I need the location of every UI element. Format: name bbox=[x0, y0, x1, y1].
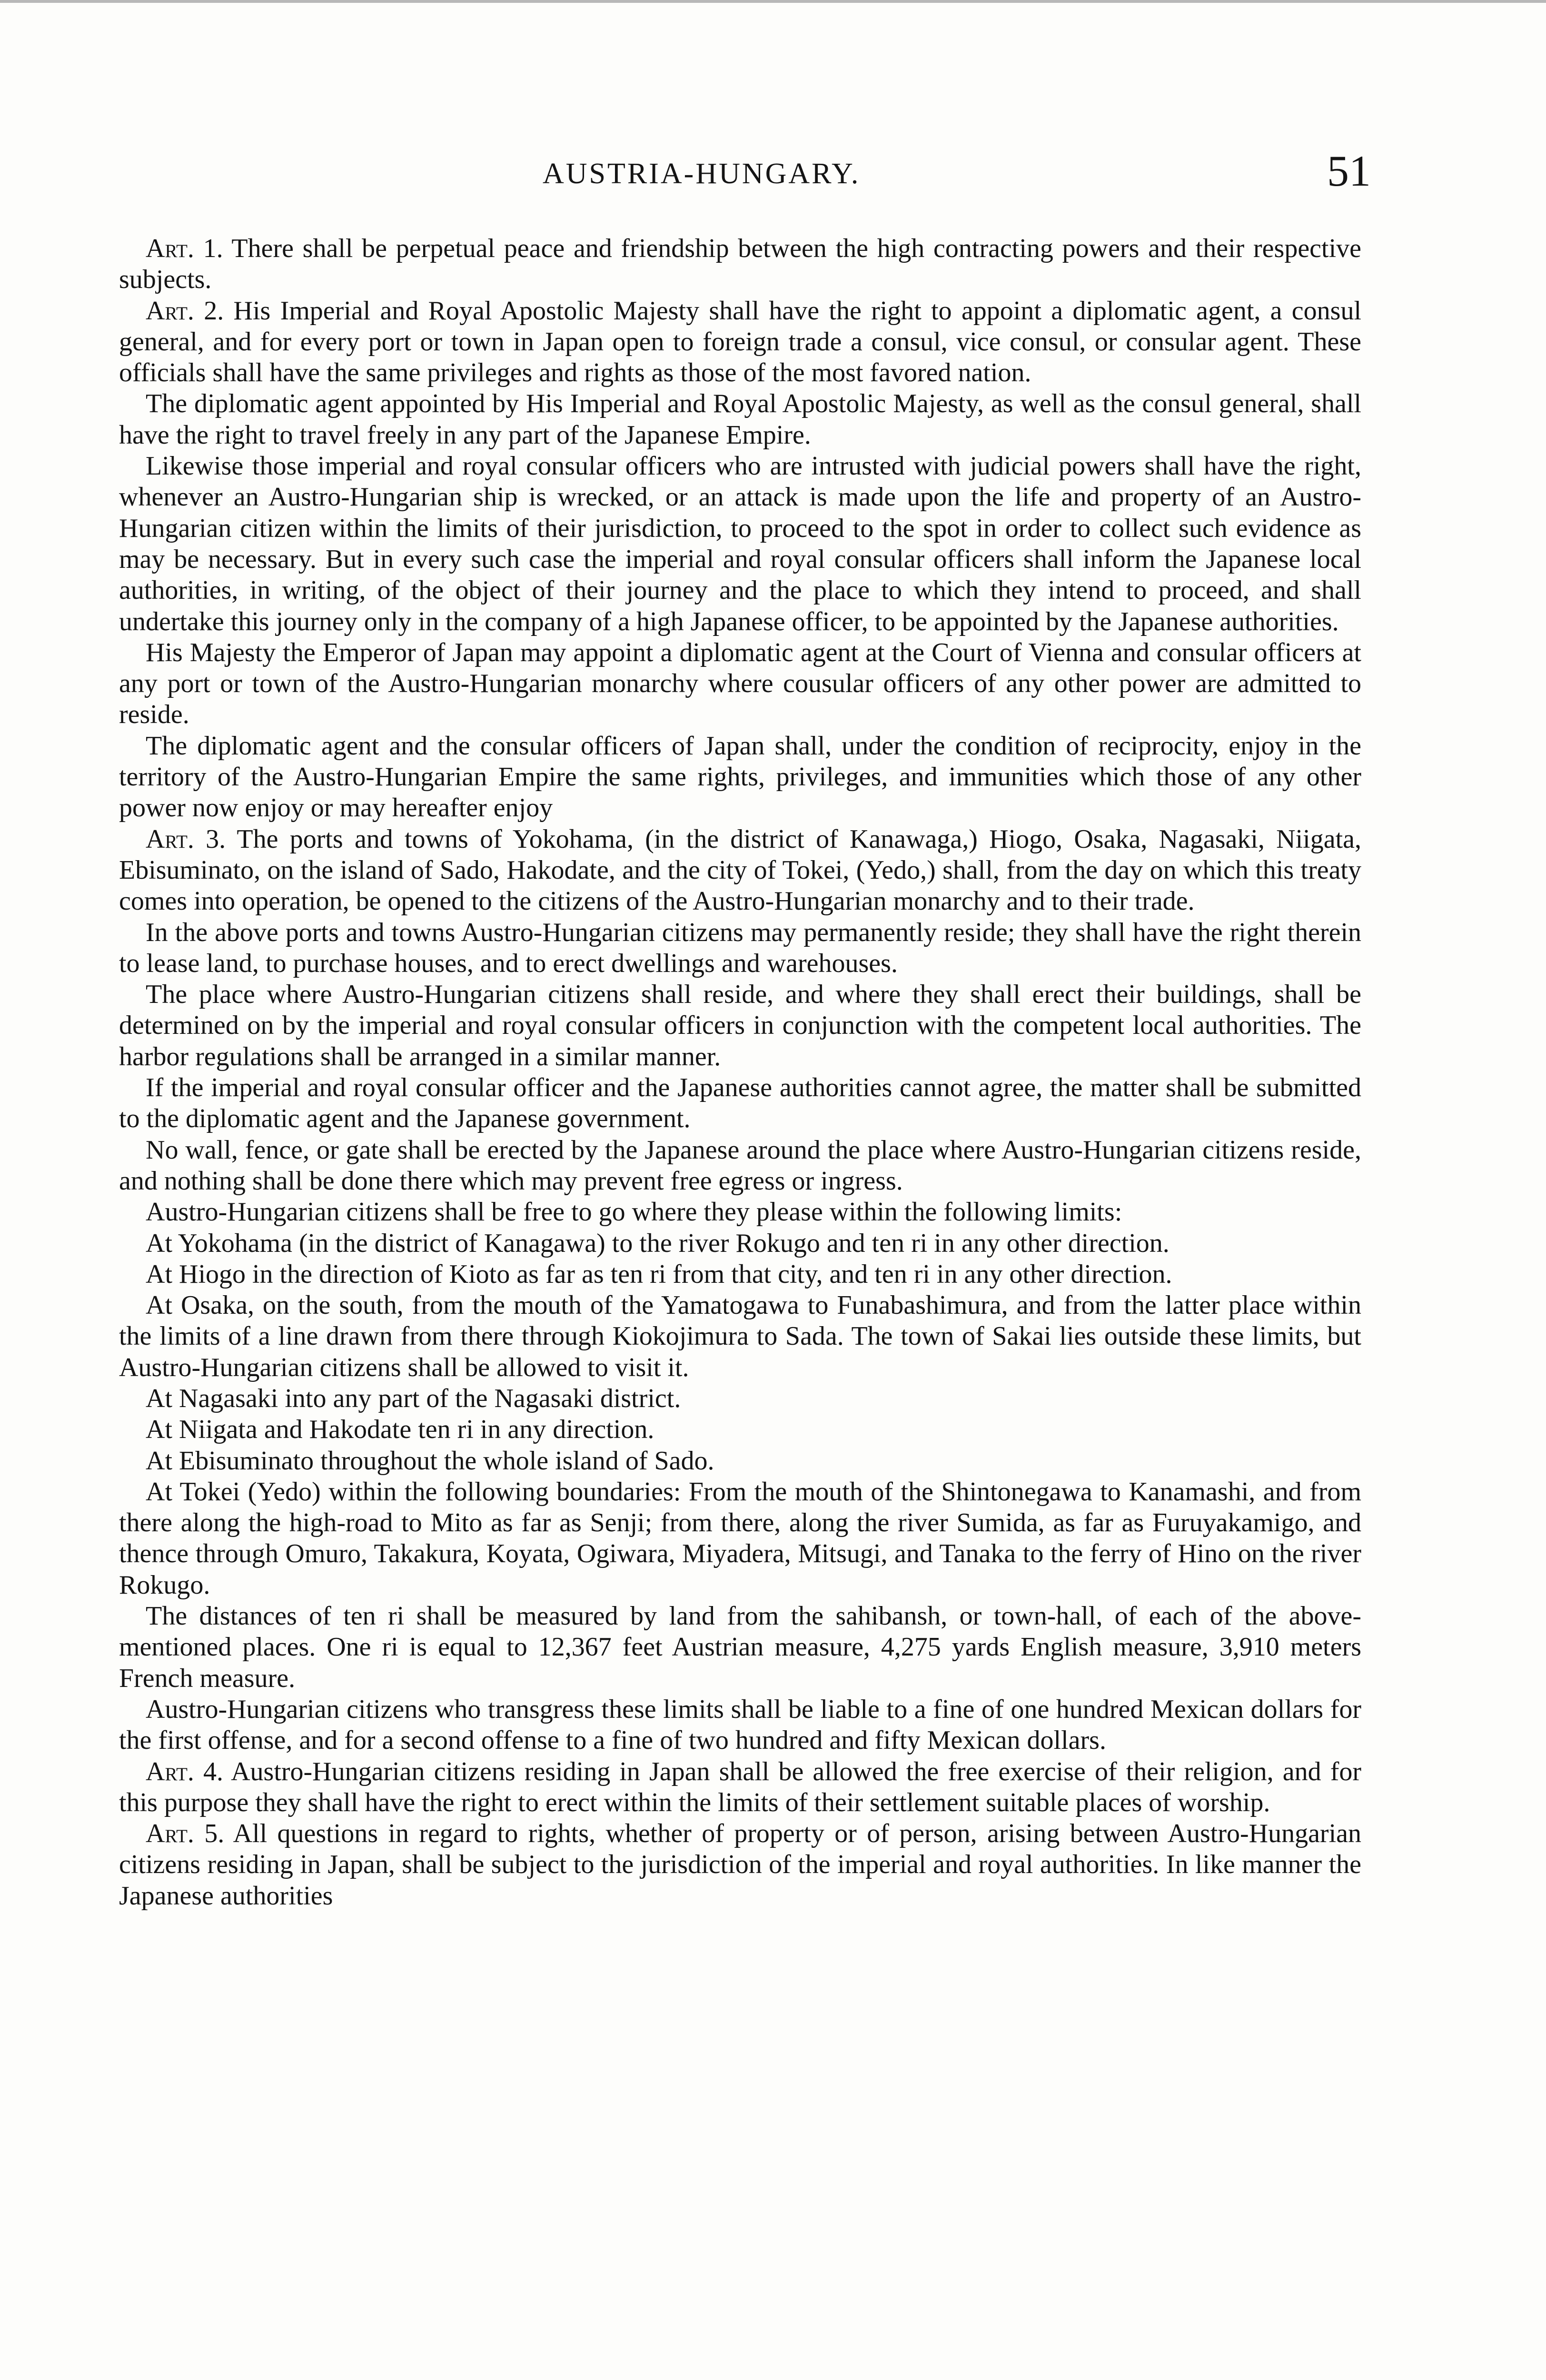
paragraph bbox=[119, 637, 1361, 731]
paragraph-text: At Hiogo in the direction of Kioto as far as ten ri from that city, and ten ri in any other direction. bbox=[146, 1259, 1172, 1289]
article-5-paragraph bbox=[119, 1818, 1361, 1912]
paragraph-text: If the imperial and royal consular officer and the Japanese authorities cannot agree, the matter shall be submitted to the diplomatic agent and the Japanese government. bbox=[119, 1073, 1361, 1134]
paragraph-text: The distances of ten ri shall be measured by land from the sahibansh, or town-hall, of each of the above-mentioned places. One ri is equal to 12,367 feet Austrian measure, 4,275 yards English measure, 3,910 meters French measure. bbox=[119, 1601, 1361, 1693]
article-label: Art. 3. bbox=[146, 824, 226, 854]
running-head: AUSTRIA-HUNGARY. bbox=[543, 158, 861, 190]
paragraph bbox=[119, 1259, 1361, 1290]
paragraph bbox=[119, 1477, 1361, 1601]
article-2-paragraph bbox=[119, 296, 1361, 389]
paragraph bbox=[119, 1290, 1361, 1383]
paragraph bbox=[119, 1414, 1361, 1445]
paragraph-text: At Ebisuminato throughout the whole island of Sado. bbox=[146, 1446, 714, 1476]
paragraph-text: The ports and towns of Yokohama, (in the district of Kanawaga,) Hiogo, Osaka, Nagasaki, Niigata, Ebisuminato, on the island of Sado, Hakodate, and the city of Tokei, (Yedo,) shall, from the day on which this treaty comes into operation, be opened to the citizens of the Austro-Hungarian monarchy and to their trade. bbox=[119, 824, 1361, 916]
top-edge-rule bbox=[0, 0, 1546, 3]
paragraph bbox=[119, 1072, 1361, 1135]
paragraph-text: No wall, fence, or gate shall be erected by the Japanese around the place where Austro-Hungarian citizens reside, and nothing shall be done there which may prevent free egress or ingress. bbox=[119, 1135, 1361, 1196]
paragraph-text: At Osaka, on the south, from the mouth of the Yamatogawa to Funabashimura, and from the latter place within the limits of a line drawn from there through Kiokojimura to Sada. The town of Sakai lies outside these limits, but Austro-Hungarian citizens shall be allowed to visit it. bbox=[119, 1290, 1361, 1382]
paragraph-text: His Majesty the Emperor of Japan may appoint a diplomatic agent at the Court of Vienna and consular officers at any port or town of the Austro-Hungarian monarchy where cousular officers of any other power are admitted to reside. bbox=[119, 637, 1361, 730]
article-4-paragraph bbox=[119, 1756, 1361, 1819]
paragraph-text: Austro-Hungarian citizens shall be free to go where they please within the following limits: bbox=[146, 1197, 1122, 1227]
article-label: Art. 4. bbox=[146, 1756, 224, 1786]
paragraph-text: There shall be perpetual peace and friendship between the high contracting powers and their respective subjects. bbox=[119, 234, 1362, 295]
paragraph bbox=[119, 917, 1361, 980]
paragraph-text: At Niigata and Hakodate ten ri in any direction. bbox=[146, 1415, 654, 1445]
paragraph bbox=[119, 1694, 1361, 1756]
paragraph bbox=[119, 1228, 1361, 1259]
paragraph bbox=[119, 1383, 1361, 1414]
paragraph bbox=[119, 731, 1361, 824]
paragraph-text: The diplomatic agent appointed by His Imperial and Royal Apostolic Majesty, as well as the consul general, shall have the right to travel freely in any part of the Japanese Empire. bbox=[119, 389, 1361, 450]
article-3-paragraph bbox=[119, 824, 1361, 917]
paragraph bbox=[119, 1197, 1361, 1228]
article-1-paragraph bbox=[119, 233, 1361, 296]
paragraph-text: At Tokei (Yedo) within the following boundaries: From the mouth of the Shintonegawa to Kanamashi, and from there along the high-road to Mito as far as Senji; from there, along the river Sumida, as far as Furuyakamigo, and thence through Omuro, Takakura, Koyata, Ogiwara, Miyadera, Mitsugi, and Tanaka to the ferry of Hino on the river Rokugo. bbox=[119, 1477, 1361, 1600]
article-label: Art. 2. bbox=[146, 296, 224, 326]
body-text bbox=[119, 233, 1361, 1912]
paragraph-text: Austro-Hungarian citizens residing in Japan shall be allowed the free exercise of their religion, and for this purpose they shall have the right to erect within the limits of their settlement suitable places of worship. bbox=[119, 1756, 1362, 1817]
paragraph-text: Likewise those imperial and royal consular officers who are intrusted with judicial powers shall have the right, whenever an Austro-Hungarian ship is wrecked, or an attack is made upon the life and property of an Austro-Hungarian citizen within the limits of their jurisdiction, to proceed to the spot in order to collect such evidence as may be necessary. But in every such case the imperial and royal consular officers shall inform the Japanese local authorities, in writing, of the object of their journey and the place to which they intend to proceed, and shall undertake this journey only in the company of a high Japanese officer, to be appointed by the Japanese authorities. bbox=[119, 451, 1361, 636]
paragraph bbox=[119, 979, 1361, 1072]
page-header bbox=[119, 143, 1371, 195]
paragraph bbox=[119, 388, 1361, 451]
article-label: Art. 5. bbox=[146, 1819, 225, 1849]
paragraph-text: In the above ports and towns Austro-Hungarian citizens may permanently reside; they shall have the right therein to lease land, to purchase houses, and to erect dwellings and warehouses. bbox=[119, 917, 1361, 978]
paragraph bbox=[119, 1601, 1361, 1694]
paragraph-text: At Yokohama (in the district of Kanagawa) to the river Rokugo and ten ri in any other direction. bbox=[146, 1228, 1169, 1258]
article-label: Art. 1. bbox=[146, 234, 223, 263]
paragraph-text: The diplomatic agent and the consular officers of Japan shall, under the condition of reciprocity, enjoy in the territory of the Austro-Hungarian Empire the same rights, privileges, and immunities which those of any other power now enjoy or may hereafter enjoy bbox=[119, 731, 1361, 823]
paragraph-text: His Imperial and Royal Apostolic Majesty shall have the right to appoint a diplomatic agent, a consul general, and for every port or town in Japan open to foreign trade a consul, vice consul, or consular agent. These officials shall have the same privileges and rights as those of the most favored nation. bbox=[119, 296, 1361, 388]
paragraph bbox=[119, 1135, 1361, 1197]
paragraph-text: The place where Austro-Hungarian citizens shall reside, and where they shall erect their buildings, shall be determined on by the imperial and royal consular officers in conjunction with the competent local authorities. The harbor regulations shall be arranged in a similar manner. bbox=[119, 980, 1361, 1071]
paragraph bbox=[119, 1446, 1361, 1477]
paragraph bbox=[119, 451, 1361, 637]
paragraph-text: Austro-Hungarian citizens who transgress these limits shall be liable to a fine of one hundred Mexican dollars for the first offense, and for a second offense to a fine of two hundred and fifty Mexican dollars. bbox=[119, 1694, 1361, 1755]
paragraph-text: At Nagasaki into any part of the Nagasaki district. bbox=[146, 1383, 681, 1413]
paragraph-text: All questions in regard to rights, whether of property or of person, arising between Austro-Hungarian citizens residing in Japan, shall be subject to the jurisdiction of the imperial and royal authorities. In like manner the Japanese authorities bbox=[119, 1819, 1361, 1911]
page-number: 51 bbox=[1327, 147, 1371, 195]
